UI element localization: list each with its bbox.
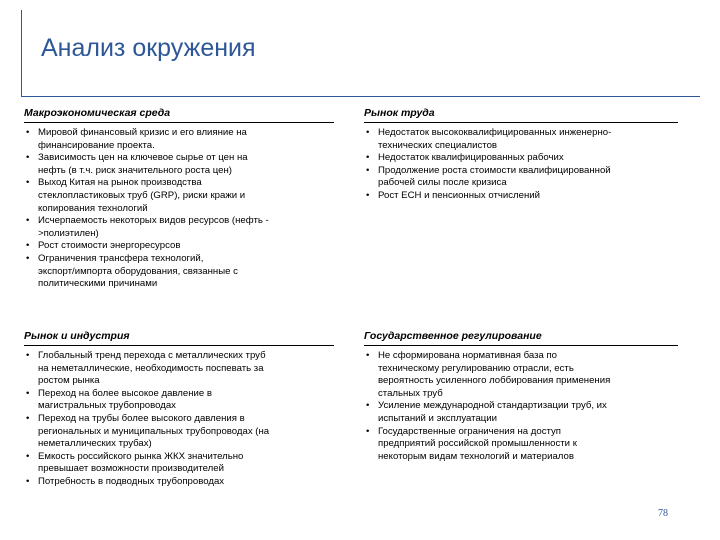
list-item: • Государственные ограничения на доступ предприятий российской промышленности к некоторым видам технологий и материалов	[364, 426, 678, 464]
section-heading-labor-market: Рынок труда	[364, 107, 678, 123]
section-labor-market	[364, 107, 678, 203]
list-item: • Мировой финансовый кризис и его влияние на финансирование проекта.	[24, 127, 334, 152]
list-item: • Недостаток высококвалифицированных инженерно- технических специалистов	[364, 127, 678, 152]
bullet-list-government-regulation	[364, 350, 678, 463]
slide-title: Анализ окружения	[41, 34, 256, 62]
bullet-list-market-industry	[24, 350, 334, 489]
section-heading-government-regulation: Государственное регулирование	[364, 330, 678, 346]
bullet-list-labor-market	[364, 127, 678, 203]
list-item: • Переход на более высокое давление в магистральных трубопроводах	[24, 388, 334, 413]
section-macroeconomic	[24, 107, 334, 291]
list-item: • Выход Китая на рынок производства стеклопластиковых труб (GRP), риски кражи и копирования технологий	[24, 177, 334, 215]
title-divider-horizontal	[21, 96, 700, 97]
list-item: • Потребность в подводных трубопроводах	[24, 476, 334, 489]
list-item: • Ограничения трансфера технологий, экспорт/импорта оборудования, связанные с политическими причинами	[24, 253, 334, 291]
section-market-industry	[24, 330, 334, 489]
title-divider-vertical	[21, 10, 22, 96]
list-item: • Недостаток квалифицированных рабочих	[364, 152, 678, 165]
list-item: • Рост ЕСН и пенсионных отчислений	[364, 190, 678, 203]
list-item: • Исчерпаемость некоторых видов ресурсов (нефть - >полиэтилен)	[24, 215, 334, 240]
section-heading-market-industry: Рынок и индустрия	[24, 330, 334, 346]
list-item: • Усиление международной стандартизации труб, их испытаний и эксплуатации	[364, 400, 678, 425]
list-item: • Не сформирована нормативная база по техническому регулированию отрасли, есть вероятность усиленного лоббирования применения стальных труб	[364, 350, 678, 400]
list-item: • Рост стоимости энергоресурсов	[24, 240, 334, 253]
section-government-regulation	[364, 330, 678, 463]
list-item: • Зависимость цен на ключевое сырье от цен на нефть (в т.ч. риск значительного роста цен)	[24, 152, 334, 177]
page-number: 78	[658, 508, 668, 519]
list-item: • Глобальный тренд перехода с металлических труб на неметаллические, необходимость поспевать за ростом рынка	[24, 350, 334, 388]
bullet-list-macroeconomic	[24, 127, 334, 291]
list-item: • Переход на трубы более высокого давления в региональных и муниципальных трубопроводах (на неметаллических трубах)	[24, 413, 334, 451]
section-heading-macroeconomic: Макроэкономическая среда	[24, 107, 334, 123]
list-item: • Емкость российского рынка ЖКХ значительно превышает возможности производителей	[24, 451, 334, 476]
list-item: • Продолжение роста стоимости квалифицированной рабочей силы после кризиса	[364, 165, 678, 190]
